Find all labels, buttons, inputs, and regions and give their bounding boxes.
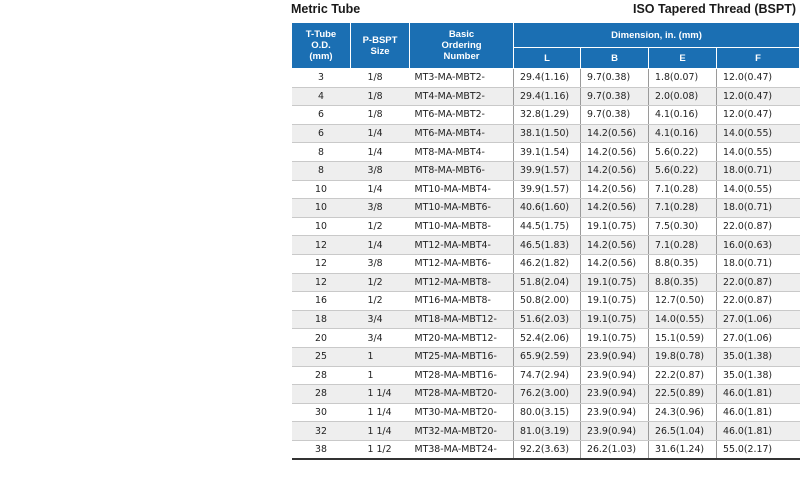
dim-b-cell: 14.2(0.56) — [581, 254, 649, 273]
dim-e-cell: 8.8(0.35) — [649, 273, 717, 292]
bspt-size-cell: 1 1/4 — [351, 385, 410, 404]
tube-od-cell: 10 — [292, 217, 351, 236]
bspt-size-cell: 1/8 — [351, 69, 410, 88]
table-header — [292, 23, 800, 69]
tube-od-cell: 4 — [292, 87, 351, 106]
bspt-size-cell: 1/4 — [351, 124, 410, 143]
dim-l-cell: 51.8(2.04) — [514, 273, 581, 292]
column-header-l: L — [514, 48, 581, 69]
ordering-number-cell: MT25-MA-MBT16- — [410, 347, 514, 366]
dim-b-cell: 23.9(0.94) — [581, 366, 649, 385]
dim-l-cell: 40.6(1.60) — [514, 199, 581, 218]
dim-e-cell: 5.6(0.22) — [649, 143, 717, 162]
dim-f-cell: 12.0(0.47) — [717, 106, 800, 125]
bspt-size-cell: 1 1/2 — [351, 440, 410, 459]
table-row — [292, 347, 800, 366]
bspt-size-cell: 1 — [351, 347, 410, 366]
dim-f-cell: 35.0(1.38) — [717, 366, 800, 385]
table-row — [292, 422, 800, 441]
dim-l-cell: 51.6(2.03) — [514, 310, 581, 329]
dim-b-cell: 14.2(0.56) — [581, 236, 649, 255]
dim-l-cell: 46.2(1.82) — [514, 254, 581, 273]
column-header-ordering-number — [410, 23, 514, 69]
tube-od-cell: 12 — [292, 273, 351, 292]
dim-l-cell: 76.2(3.00) — [514, 385, 581, 404]
header-line: Basic — [448, 29, 475, 40]
dim-l-cell: 50.8(2.00) — [514, 292, 581, 311]
dim-l-cell: 92.2(3.63) — [514, 440, 581, 459]
dim-f-cell: 14.0(0.55) — [717, 143, 800, 162]
dim-b-cell: 26.2(1.03) — [581, 440, 649, 459]
dim-l-cell: 38.1(1.50) — [514, 124, 581, 143]
ordering-number-cell: MT3-MA-MBT2- — [410, 69, 514, 88]
bspt-size-cell: 3/4 — [351, 329, 410, 348]
dim-f-cell: 35.0(1.38) — [717, 347, 800, 366]
column-header-f: F — [717, 48, 800, 69]
dim-b-cell: 19.1(0.75) — [581, 329, 649, 348]
tube-od-cell: 10 — [292, 199, 351, 218]
table-row — [292, 385, 800, 404]
dim-e-cell: 7.1(0.28) — [649, 236, 717, 255]
dim-e-cell: 5.6(0.22) — [649, 161, 717, 180]
tube-od-cell: 6 — [292, 124, 351, 143]
bspt-size-cell: 3/8 — [351, 161, 410, 180]
table-row — [292, 273, 800, 292]
dim-l-cell: 80.0(3.15) — [514, 403, 581, 422]
bspt-size-cell: 1 1/4 — [351, 403, 410, 422]
dim-b-cell: 14.2(0.56) — [581, 199, 649, 218]
column-header-tube-od — [292, 23, 351, 69]
dim-f-cell: 12.0(0.47) — [717, 69, 800, 88]
bspt-size-cell: 1 — [351, 366, 410, 385]
column-header-b: B — [581, 48, 649, 69]
table-row — [292, 292, 800, 311]
dim-e-cell: 8.8(0.35) — [649, 254, 717, 273]
column-header-dimension: Dimension, in. (mm) — [514, 23, 800, 48]
header-line: (mm) — [309, 51, 333, 62]
header-line: P-BSPT — [362, 34, 398, 46]
ordering-number-cell: MT12-MA-MBT6- — [410, 254, 514, 273]
bspt-size-cell: 1/2 — [351, 217, 410, 236]
ordering-number-cell: MT6-MA-MBT4- — [410, 124, 514, 143]
dim-f-cell: 22.0(0.87) — [717, 273, 800, 292]
table-row — [292, 69, 800, 88]
ordering-number-cell: MT28-MA-MBT20- — [410, 385, 514, 404]
ordering-number-cell: MT30-MA-MBT20- — [410, 403, 514, 422]
dim-e-cell: 7.1(0.28) — [649, 180, 717, 199]
tube-od-cell: 20 — [292, 329, 351, 348]
tube-od-cell: 8 — [292, 143, 351, 162]
table-row — [292, 440, 800, 459]
tube-od-cell: 6 — [292, 106, 351, 125]
dim-l-cell: 29.4(1.16) — [514, 87, 581, 106]
dim-b-cell: 23.9(0.94) — [581, 403, 649, 422]
dim-b-cell: 9.7(0.38) — [581, 106, 649, 125]
table-row — [292, 236, 800, 255]
dim-b-cell: 19.1(0.75) — [581, 310, 649, 329]
bspt-size-cell: 1/4 — [351, 180, 410, 199]
section-title-thread-type: ISO Tapered Thread (BSPT) — [633, 2, 796, 16]
table-row — [292, 254, 800, 273]
table-row — [292, 180, 800, 199]
ordering-number-cell: MT32-MA-MBT20- — [410, 422, 514, 441]
tube-od-cell: 32 — [292, 422, 351, 441]
ordering-number-cell: MT10-MA-MBT8- — [410, 217, 514, 236]
dim-f-cell: 27.0(1.06) — [717, 310, 800, 329]
dim-b-cell: 23.9(0.94) — [581, 347, 649, 366]
ordering-number-cell: MT20-MA-MBT12- — [410, 329, 514, 348]
dim-b-cell: 19.1(0.75) — [581, 292, 649, 311]
dim-f-cell: 46.0(1.81) — [717, 422, 800, 441]
bspt-size-cell: 3/4 — [351, 310, 410, 329]
dim-l-cell: 44.5(1.75) — [514, 217, 581, 236]
dim-e-cell: 4.1(0.16) — [649, 106, 717, 125]
table-row — [292, 403, 800, 422]
dim-e-cell: 26.5(1.04) — [649, 422, 717, 441]
bspt-size-cell: 1/8 — [351, 106, 410, 125]
specification-table — [291, 22, 800, 460]
table-row — [292, 87, 800, 106]
ordering-number-cell: MT12-MA-MBT8- — [410, 273, 514, 292]
dim-e-cell: 31.6(1.24) — [649, 440, 717, 459]
tube-od-cell: 3 — [292, 69, 351, 88]
table-row — [292, 217, 800, 236]
ordering-number-cell: MT8-MA-MBT6- — [410, 161, 514, 180]
dim-e-cell: 1.8(0.07) — [649, 69, 717, 88]
dim-f-cell: 22.0(0.87) — [717, 217, 800, 236]
ordering-number-cell: MT12-MA-MBT4- — [410, 236, 514, 255]
dim-f-cell: 14.0(0.55) — [717, 180, 800, 199]
dim-b-cell: 19.1(0.75) — [581, 217, 649, 236]
dim-e-cell: 2.0(0.08) — [649, 87, 717, 106]
tube-od-cell: 8 — [292, 161, 351, 180]
bspt-size-cell: 1/4 — [351, 236, 410, 255]
ordering-number-cell: MT6-MA-MBT2- — [410, 106, 514, 125]
header-line: Ordering — [441, 40, 482, 51]
tube-od-cell: 30 — [292, 403, 351, 422]
table-row — [292, 143, 800, 162]
dim-f-cell: 18.0(0.71) — [717, 254, 800, 273]
dim-b-cell: 23.9(0.94) — [581, 385, 649, 404]
dim-e-cell: 12.7(0.50) — [649, 292, 717, 311]
tube-od-cell: 28 — [292, 385, 351, 404]
dim-e-cell: 24.3(0.96) — [649, 403, 717, 422]
bspt-size-cell: 1/2 — [351, 292, 410, 311]
dim-e-cell: 22.5(0.89) — [649, 385, 717, 404]
table-row — [292, 124, 800, 143]
table-row — [292, 106, 800, 125]
header-line: O.D. — [311, 40, 331, 51]
dim-b-cell: 19.1(0.75) — [581, 273, 649, 292]
tube-od-cell: 18 — [292, 310, 351, 329]
bspt-size-cell: 3/8 — [351, 199, 410, 218]
ordering-number-cell: MT18-MA-MBT12- — [410, 310, 514, 329]
dim-l-cell: 29.4(1.16) — [514, 69, 581, 88]
dim-f-cell: 14.0(0.55) — [717, 124, 800, 143]
header-line: Number — [443, 51, 480, 62]
bspt-size-cell: 1/8 — [351, 87, 410, 106]
dim-b-cell: 14.2(0.56) — [581, 180, 649, 199]
ordering-number-cell: MT8-MA-MBT4- — [410, 143, 514, 162]
dim-l-cell: 32.8(1.29) — [514, 106, 581, 125]
page-header — [291, 2, 800, 19]
dim-f-cell: 55.0(2.17) — [717, 440, 800, 459]
tube-od-cell: 25 — [292, 347, 351, 366]
tube-od-cell: 16 — [292, 292, 351, 311]
dim-b-cell: 14.2(0.56) — [581, 143, 649, 162]
dim-l-cell: 39.9(1.57) — [514, 161, 581, 180]
tube-od-cell: 12 — [292, 236, 351, 255]
table-row — [292, 199, 800, 218]
dim-l-cell: 74.7(2.94) — [514, 366, 581, 385]
dim-f-cell: 22.0(0.87) — [717, 292, 800, 311]
dim-b-cell: 23.9(0.94) — [581, 422, 649, 441]
tube-od-cell: 38 — [292, 440, 351, 459]
ordering-number-cell: MT38-MA-MBT24- — [410, 440, 514, 459]
dim-f-cell: 12.0(0.47) — [717, 87, 800, 106]
ordering-number-cell: MT28-MA-MBT16- — [410, 366, 514, 385]
bspt-size-cell: 1/4 — [351, 143, 410, 162]
table-row — [292, 329, 800, 348]
header-line: Size — [370, 45, 390, 57]
ordering-number-cell: MT4-MA-MBT2- — [410, 87, 514, 106]
dim-f-cell: 16.0(0.63) — [717, 236, 800, 255]
dim-b-cell: 9.7(0.38) — [581, 69, 649, 88]
dim-l-cell: 39.9(1.57) — [514, 180, 581, 199]
dim-f-cell: 18.0(0.71) — [717, 199, 800, 218]
header-line: T-Tube — [305, 29, 337, 40]
column-header-bspt-size — [351, 23, 410, 69]
bspt-size-cell: 3/8 — [351, 254, 410, 273]
table-body — [292, 69, 800, 460]
column-header-e: E — [649, 48, 717, 69]
dim-l-cell: 52.4(2.06) — [514, 329, 581, 348]
table-row — [292, 310, 800, 329]
bspt-size-cell: 1/2 — [351, 273, 410, 292]
dim-f-cell: 18.0(0.71) — [717, 161, 800, 180]
dim-e-cell: 7.5(0.30) — [649, 217, 717, 236]
ordering-number-cell: MT10-MA-MBT4- — [410, 180, 514, 199]
dim-e-cell: 4.1(0.16) — [649, 124, 717, 143]
dim-b-cell: 14.2(0.56) — [581, 161, 649, 180]
dim-l-cell: 46.5(1.83) — [514, 236, 581, 255]
dim-e-cell: 22.2(0.87) — [649, 366, 717, 385]
ordering-number-cell: MT16-MA-MBT8- — [410, 292, 514, 311]
bspt-size-cell: 1 1/4 — [351, 422, 410, 441]
dim-b-cell: 14.2(0.56) — [581, 124, 649, 143]
dim-e-cell: 19.8(0.78) — [649, 347, 717, 366]
dim-l-cell: 81.0(3.19) — [514, 422, 581, 441]
table-row — [292, 161, 800, 180]
tube-od-cell: 10 — [292, 180, 351, 199]
dim-f-cell: 27.0(1.06) — [717, 329, 800, 348]
dim-l-cell: 39.1(1.54) — [514, 143, 581, 162]
dim-e-cell: 14.0(0.55) — [649, 310, 717, 329]
dim-b-cell: 9.7(0.38) — [581, 87, 649, 106]
tube-od-cell: 12 — [292, 254, 351, 273]
dim-f-cell: 46.0(1.81) — [717, 385, 800, 404]
dim-e-cell: 7.1(0.28) — [649, 199, 717, 218]
section-title-metric-tube: Metric Tube — [291, 2, 361, 16]
dim-f-cell: 46.0(1.81) — [717, 403, 800, 422]
ordering-number-cell: MT10-MA-MBT6- — [410, 199, 514, 218]
dim-l-cell: 65.9(2.59) — [514, 347, 581, 366]
dim-e-cell: 15.1(0.59) — [649, 329, 717, 348]
table-row — [292, 366, 800, 385]
tube-od-cell: 28 — [292, 366, 351, 385]
